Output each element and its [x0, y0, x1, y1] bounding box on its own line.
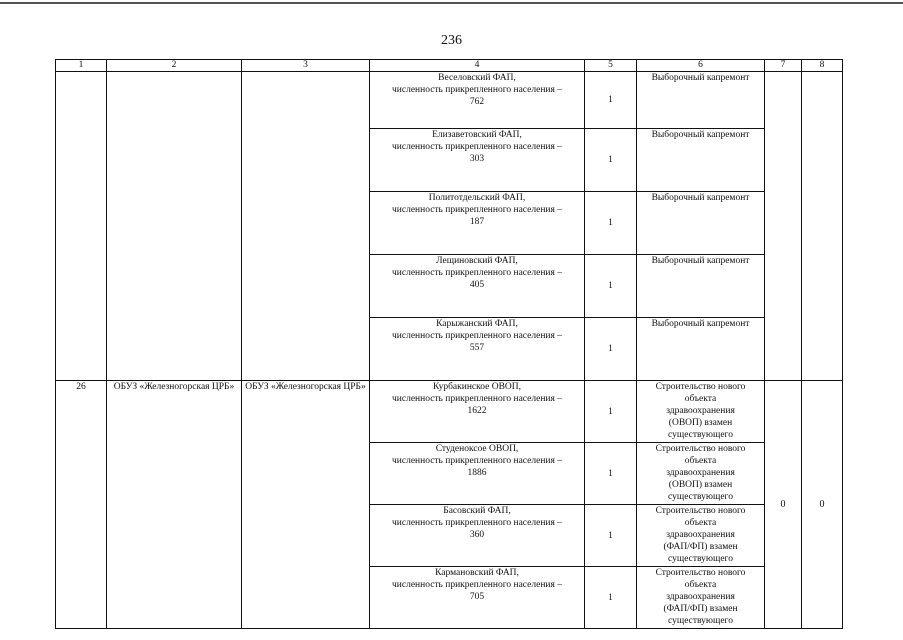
work-line: существующего	[668, 492, 733, 502]
work-line: Строительство нового	[655, 382, 746, 392]
work-line: (ОВОП) взамен	[668, 480, 733, 490]
facility-name: Веселовский ФАП,	[438, 73, 516, 83]
count-cell: 1	[585, 381, 637, 443]
facilities-table	[55, 59, 843, 629]
facility-cell	[370, 381, 585, 443]
count-cell: 1	[585, 318, 637, 381]
header-cell: 6	[637, 60, 765, 72]
facility-name: Лещиновский ФАП,	[436, 256, 518, 266]
header-cell: 7	[765, 60, 802, 72]
population-label: численность прикрепленного населения –	[392, 85, 562, 95]
work-line: (ОВОП) взамен	[668, 418, 733, 428]
count-cell: 1	[585, 129, 637, 192]
number-cell: 26	[56, 381, 107, 629]
population-value: 405	[469, 280, 485, 290]
org-cell	[242, 72, 370, 381]
work-type-cell	[637, 567, 765, 629]
table-row	[56, 381, 843, 443]
population-value: 557	[469, 343, 485, 353]
work-line: (ФАП/ФП) взамен	[663, 604, 738, 614]
work-line: объекта	[684, 456, 717, 466]
count-cell: 1	[585, 72, 637, 129]
count-cell: 1	[585, 192, 637, 255]
population-value: 1622	[467, 406, 487, 416]
population-value: 762	[469, 97, 485, 107]
work-line: здравоохранения	[666, 530, 735, 540]
facility-name: Политотдельский ФАП,	[428, 193, 526, 203]
work-line: существующего	[668, 430, 733, 440]
population-value: 1886	[467, 468, 487, 478]
count-cell: 1	[585, 567, 637, 629]
work-type-cell: Выборочный капремонт	[637, 192, 765, 255]
facility-name: Елизаветовский ФАП,	[432, 130, 522, 140]
work-type-cell	[637, 505, 765, 567]
header-cell: 1	[56, 60, 107, 72]
header-cell: 8	[802, 60, 843, 72]
population-label: численность прикрепленного населения –	[392, 456, 562, 466]
facility-cell	[370, 567, 585, 629]
header-cell: 5	[585, 60, 637, 72]
work-line: (ФАП/ФП) взамен	[663, 542, 738, 552]
facility-name: Кармановский ФАП,	[435, 568, 519, 578]
work-line: объекта	[684, 518, 717, 528]
facility-cell	[370, 192, 585, 255]
work-line: объекта	[684, 580, 717, 590]
facility-cell	[370, 318, 585, 381]
work-type-cell	[637, 443, 765, 505]
facility-name: Карыжанский ФАП,	[436, 319, 518, 329]
scan-top-edge	[0, 2, 903, 4]
population-value: 705	[469, 592, 485, 602]
header-cell: 3	[242, 60, 370, 72]
facility-name: Курбакинское ОВОП,	[432, 382, 522, 392]
col7-cell: 0	[765, 381, 802, 629]
work-type-cell	[637, 381, 765, 443]
facility-cell	[370, 129, 585, 192]
header-cell: 4	[370, 60, 585, 72]
population-value: 360	[469, 530, 485, 540]
count-cell: 1	[585, 505, 637, 567]
population-label: численность прикрепленного населения –	[392, 331, 562, 341]
col8-cell	[802, 72, 843, 381]
work-line: здравоохранения	[666, 592, 735, 602]
work-line: существующего	[668, 554, 733, 564]
work-line: существующего	[668, 616, 733, 626]
population-label: численность прикрепленного населения –	[392, 518, 562, 528]
col7-cell	[765, 72, 802, 381]
work-line: здравоохранения	[666, 468, 735, 478]
org-cell: ОБУЗ «Железногорская ЦРБ»	[242, 381, 370, 629]
facility-cell	[370, 255, 585, 318]
work-type-cell: Выборочный капремонт	[637, 255, 765, 318]
facility-name: Студеноксое ОВОП,	[435, 444, 519, 454]
population-label: численность прикрепленного населения –	[392, 394, 562, 404]
org-cell	[107, 72, 242, 381]
work-line: объекта	[684, 394, 717, 404]
population-label: численность прикрепленного населения –	[392, 268, 562, 278]
facility-name: Басовский ФАП,	[443, 506, 511, 516]
population-label: численность прикрепленного населения –	[392, 205, 562, 215]
header-row	[56, 60, 843, 72]
facility-cell	[370, 72, 585, 129]
count-cell: 1	[585, 443, 637, 505]
work-type-cell: Выборочный капремонт	[637, 129, 765, 192]
table-row	[56, 72, 843, 129]
work-line: Строительство нового	[655, 506, 746, 516]
facility-cell	[370, 505, 585, 567]
number-cell	[56, 72, 107, 381]
count-cell: 1	[585, 255, 637, 318]
work-line: здравоохранения	[666, 406, 735, 416]
header-cell: 2	[107, 60, 242, 72]
col8-cell: 0	[802, 381, 843, 629]
population-value: 187	[469, 217, 485, 227]
population-label: численность прикрепленного населения –	[392, 580, 562, 590]
population-value: 303	[469, 154, 485, 164]
work-type-cell: Выборочный капремонт	[637, 318, 765, 381]
facility-cell	[370, 443, 585, 505]
page-number: 236	[441, 33, 462, 48]
work-type-cell: Выборочный капремонт	[637, 72, 765, 129]
org-cell: ОБУЗ «Железногорская ЦРБ»	[107, 381, 242, 629]
work-line: Строительство нового	[655, 568, 746, 578]
work-line: Строительство нового	[655, 444, 746, 454]
population-label: численность прикрепленного населения –	[392, 142, 562, 152]
